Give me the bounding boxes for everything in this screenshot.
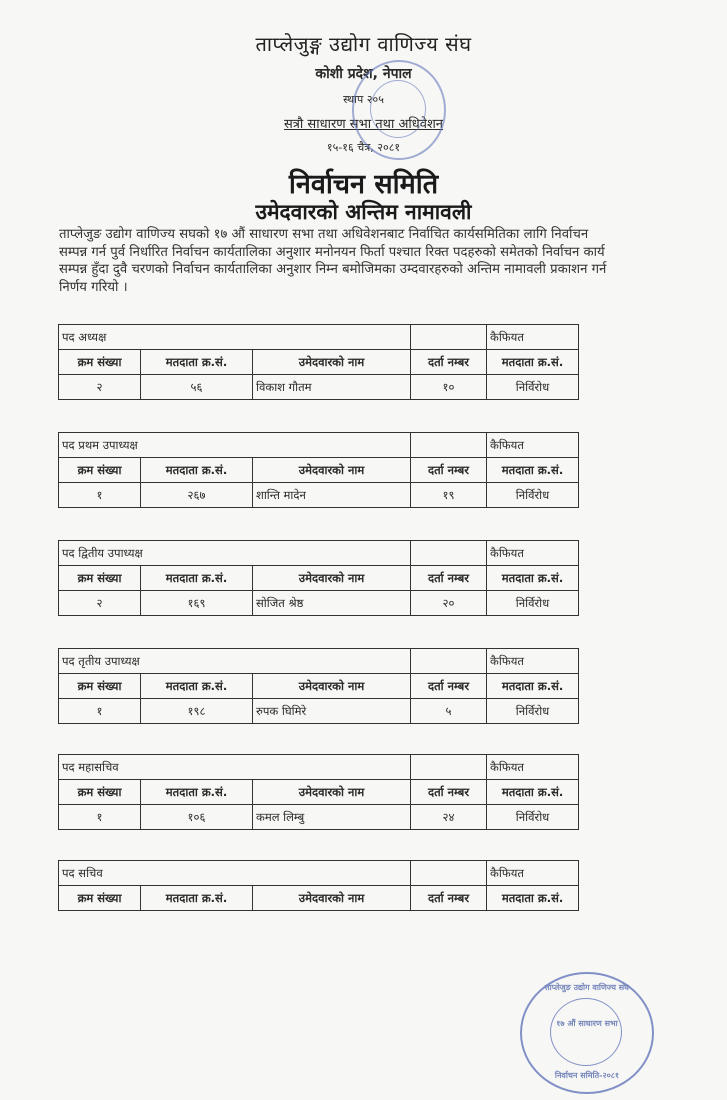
meeting-title: सत्रौ साधारण सभा तथा अधिवेशन [283, 117, 444, 132]
post-title: पद सचिव [59, 861, 411, 886]
candidate-name: कमल लिम्बु [253, 805, 411, 830]
sn-header: क्रम संख्या [59, 674, 141, 699]
remark-header: मतदाता क्र.सं. [487, 458, 579, 483]
province-line: कोशी प्रदेश, नेपाल [315, 66, 412, 82]
table-row [59, 699, 579, 724]
candidate-name: सोजित श्रेष्ठ [253, 591, 411, 616]
post-title: पद महासचिव [59, 755, 411, 780]
post-table [58, 860, 579, 911]
candidate-name: शान्ति मादेन [253, 483, 411, 508]
empty-cell [411, 861, 487, 886]
column-header-row [59, 458, 579, 483]
candidate-name-header: उमेदवारको नाम [253, 674, 411, 699]
serial-number: २ [59, 591, 141, 616]
column-header-row [59, 780, 579, 805]
organization-name: ताप्लेजुङ्ग उद्योग वाणिज्य संघ [255, 32, 472, 56]
serial-number: १ [59, 805, 141, 830]
column-header-row [59, 566, 579, 591]
registration-number: १९ [411, 483, 487, 508]
remark-header: मतदाता क्र.सं. [487, 780, 579, 805]
voter-number: १०६ [141, 805, 253, 830]
sn-header: क्रम संख्या [59, 566, 141, 591]
sn-header: क्रम संख्या [59, 458, 141, 483]
remarks-label: कैफियत [487, 541, 579, 566]
voter-no-header: मतदाता क्र.सं. [141, 458, 253, 483]
remark: निर्विरोध [487, 591, 579, 616]
sn-header: क्रम संख्या [59, 886, 141, 911]
sn-header: क्रम संख्या [59, 780, 141, 805]
table-row [59, 375, 579, 400]
empty-cell [411, 541, 487, 566]
reg-no-header: दर्ता नम्बर [411, 674, 487, 699]
official-seal-top [352, 60, 446, 160]
candidate-name: विकाश गौतम [253, 375, 411, 400]
serial-number: १ [59, 699, 141, 724]
established-line: स्थाप २०५ [343, 93, 384, 106]
remarks-label: कैफियत [487, 649, 579, 674]
post-table [58, 648, 579, 724]
remarks-label: कैफियत [487, 755, 579, 780]
reg-no-header: दर्ता नम्बर [411, 780, 487, 805]
registration-number: १० [411, 375, 487, 400]
remarks-label: कैफियत [487, 325, 579, 350]
serial-number: १ [59, 483, 141, 508]
registration-number: २० [411, 591, 487, 616]
table-row [59, 805, 579, 830]
serial-number: २ [59, 375, 141, 400]
list-title: उमेदवारको अन्तिम नामावली [255, 200, 472, 224]
reg-no-header: दर्ता नम्बर [411, 566, 487, 591]
remarks-label: कैफियत [487, 433, 579, 458]
empty-cell [411, 755, 487, 780]
candidate-name-header: उमेदवारको नाम [253, 566, 411, 591]
seal-bottom-text: निर्वाचन समिति-२०८१ [554, 1071, 620, 1080]
column-header-row [59, 886, 579, 911]
candidate-name-header: उमेदवारको नाम [253, 780, 411, 805]
reg-no-header: दर्ता नम्बर [411, 458, 487, 483]
post-table [58, 754, 579, 830]
post-title: पद प्रथम उपाध्यक्ष [59, 433, 411, 458]
registration-number: ५ [411, 699, 487, 724]
voter-number: ५६ [141, 375, 253, 400]
voter-no-header: मतदाता क्र.सं. [141, 674, 253, 699]
meeting-dates: १५-१६ चैत्र, २०८१ [326, 141, 401, 154]
reg-no-header: दर्ता नम्बर [411, 886, 487, 911]
voter-no-header: मतदाता क्र.सं. [141, 350, 253, 375]
voter-number: २६७ [141, 483, 253, 508]
sn-header: क्रम संख्या [59, 350, 141, 375]
committee-title: निर्वाचन समिति [288, 169, 439, 200]
remark-header: मतदाता क्र.सं. [487, 350, 579, 375]
remark: निर्विरोध [487, 483, 579, 508]
remark-header: मतदाता क्र.सं. [487, 566, 579, 591]
post-title: पद द्वितीय उपाध्यक्ष [59, 541, 411, 566]
remark: निर्विरोध [487, 805, 579, 830]
remark: निर्विरोध [487, 375, 579, 400]
voter-no-header: मतदाता क्र.सं. [141, 780, 253, 805]
empty-cell [411, 433, 487, 458]
post-table [58, 540, 579, 616]
empty-cell [411, 649, 487, 674]
registration-number: २४ [411, 805, 487, 830]
reg-no-header: दर्ता नम्बर [411, 350, 487, 375]
voter-number: १६९ [141, 591, 253, 616]
remarks-label: कैफियत [487, 861, 579, 886]
remark: निर्विरोध [487, 699, 579, 724]
table-row [59, 483, 579, 508]
candidate-name-header: उमेदवारको नाम [253, 350, 411, 375]
remark-header: मतदाता क्र.सं. [487, 886, 579, 911]
candidate-name-header: उमेदवारको नाम [253, 458, 411, 483]
column-header-row [59, 674, 579, 699]
voter-number: १९८ [141, 699, 253, 724]
post-table [58, 324, 579, 400]
table-row [59, 591, 579, 616]
official-seal-bottom [520, 972, 654, 1094]
intro-paragraph: ताप्लेजुङ उद्योग वाणिज्य सघको १७ औं साधारण सभा तथा अधिवेशनबाट निर्वाचित कार्यसमितिका लागि निर्वाचन सम्पन्न गर्न पुर्व निर्धारित निर्वाचन कार्यतालिका अनुशार मनोनयन फिर्ता पश्चात रिक्त पदहरुको समेतको निर्वाचन कार्य सम्पन्न हुँदा दुवै चरणको निर्वाचन कार्यतालिका अनुशार निम्न बमोजिमका उम्दवारहरुको अन्तिम नामावली प्रकाशन गर्न निर्णय गरियो । [59, 227, 607, 295]
post-title: पद अध्यक्ष [59, 325, 411, 350]
voter-no-header: मतदाता क्र.सं. [141, 886, 253, 911]
seal-outer-text: ताप्लेजुङ उद्योग वाणिज्य संघ [545, 983, 629, 992]
candidate-name: रुपक घिमिरे [253, 699, 411, 724]
voter-no-header: मतदाता क्र.सं. [141, 566, 253, 591]
column-header-row [59, 350, 579, 375]
seal-inner-text: १७ औं साधारण सभा [556, 1019, 618, 1028]
post-title: पद तृतीय उपाध्यक्ष [59, 649, 411, 674]
post-table [58, 432, 579, 508]
remark-header: मतदाता क्र.सं. [487, 674, 579, 699]
candidate-name-header: उमेदवारको नाम [253, 886, 411, 911]
empty-cell [411, 325, 487, 350]
